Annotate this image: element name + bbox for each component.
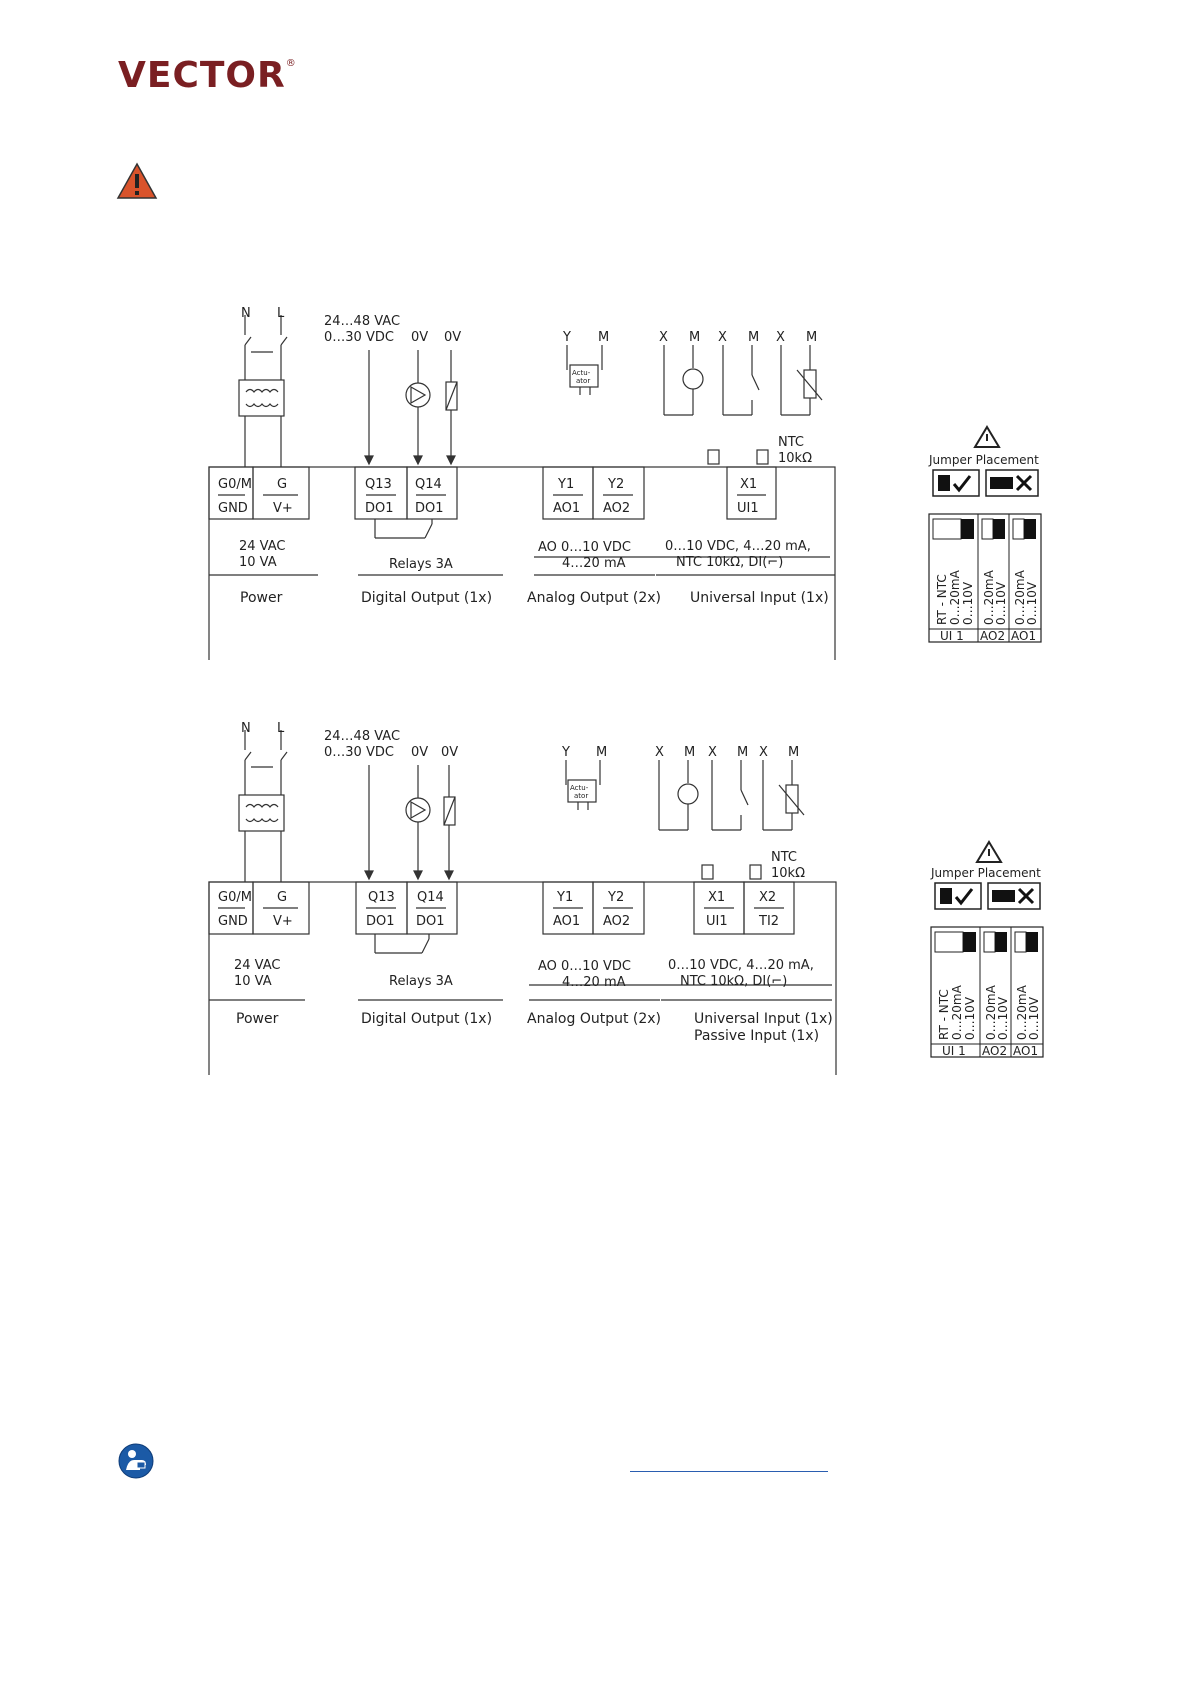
- actuator-label: Actu-: [570, 784, 589, 792]
- l-label: L: [277, 721, 285, 736]
- ao-spec-2: 4…20 mA: [562, 556, 626, 571]
- actuator-label-2: ator: [576, 377, 591, 385]
- ui-spec-1: 0…10 VDC, 4…20 mA,: [668, 958, 814, 973]
- jumper-opt: 0…10V: [961, 581, 975, 625]
- x1-label: X: [655, 745, 664, 760]
- terminal-bottom: AO1: [553, 501, 581, 516]
- terminal-top: Y2: [608, 890, 625, 905]
- power-spec-2: 10 VA: [234, 974, 272, 989]
- terminal-top: Q14: [417, 890, 444, 905]
- m3-label: M: [806, 330, 818, 345]
- jumper-opt: 0…10V: [994, 581, 1008, 625]
- ui-spec-2: NTC 10kΩ, DI(⌐): [676, 555, 784, 570]
- m2-label: M: [737, 745, 749, 760]
- jumper-opt: RT - NTC: [937, 989, 951, 1040]
- ov-label-1: 0V: [411, 330, 429, 345]
- terminal-top: G: [277, 890, 288, 905]
- ao-spec-1: AO 0…10 VDC: [538, 540, 631, 555]
- group-analog-output: Analog Output (2x): [527, 1011, 662, 1027]
- power-spec-2: 10 VA: [239, 555, 277, 570]
- ntc-value: 10kΩ: [771, 866, 806, 881]
- ui-spec-2: NTC 10kΩ, DI(⌐): [680, 974, 788, 989]
- caution-icon: [977, 842, 1001, 862]
- check-icon: [954, 476, 970, 490]
- jumper-opt: 0…10V: [1025, 581, 1039, 625]
- jumper-opt: 0…20mA: [982, 570, 996, 625]
- power-spec-1: 24 VAC: [239, 539, 286, 554]
- terminal-bottom: AO2: [603, 914, 631, 929]
- group-power: Power: [236, 1011, 279, 1027]
- terminal-top: G0/M: [218, 890, 252, 905]
- relays-spec: Relays 3A: [389, 557, 453, 572]
- transformer-symbol: [239, 795, 284, 831]
- cross-icon: [1019, 889, 1033, 903]
- group-digital-output: Digital Output (1x): [361, 1011, 493, 1027]
- group-digital-output: Digital Output (1x): [361, 590, 493, 606]
- jumper-opt: RT - NTC: [935, 574, 949, 625]
- x1-label: X: [659, 330, 668, 345]
- logo-text: VECTOR: [118, 55, 286, 96]
- m1-label: M: [689, 330, 701, 345]
- y-label: Y: [562, 745, 570, 760]
- jumper-opt: 0…10V: [963, 996, 977, 1040]
- jumper-col-label: AO2: [982, 1044, 1008, 1058]
- relays-spec: Relays 3A: [389, 974, 453, 989]
- logo-registered-mark: ®: [285, 58, 296, 69]
- x2-label: X: [718, 330, 727, 345]
- terminal-top: G0/M: [218, 477, 252, 492]
- terminal-bottom: UI1: [706, 914, 728, 929]
- jumper-col-label: AO1: [1013, 1044, 1039, 1058]
- terminal-bottom: GND: [218, 501, 248, 516]
- jumper-placement-panel: [930, 842, 1043, 1058]
- jumper-opt: 0…10V: [1027, 996, 1041, 1040]
- ao-spec-2: 4…20 mA: [562, 975, 626, 990]
- x3-label: X: [776, 330, 785, 345]
- footer-link[interactable]: [630, 1462, 828, 1472]
- supply-label-1: 24…48 VAC: [324, 314, 401, 329]
- actuator-label: Actu-: [572, 369, 591, 377]
- cross-icon: [1017, 476, 1031, 490]
- m-label: M: [598, 330, 610, 345]
- jumper-opt: 0…20mA: [948, 570, 962, 625]
- terminal-top: Q13: [365, 477, 392, 492]
- jumper-title: Jumper Placement: [931, 866, 1041, 880]
- terminal-top: Q14: [415, 477, 442, 492]
- jumper-title: Jumper Placement: [929, 453, 1039, 467]
- terminal-top: X1: [708, 890, 726, 905]
- l-label: L: [277, 306, 285, 321]
- terminal-bottom: V+: [273, 914, 293, 929]
- vector-logo: [118, 55, 296, 96]
- y-label: Y: [563, 330, 571, 345]
- supply-label-1: 24…48 VAC: [324, 729, 401, 744]
- jumper-opt: 0…20mA: [950, 985, 964, 1040]
- jumper-opt: 0…20mA: [1015, 985, 1029, 1040]
- group-passive-input: Passive Input (1x): [694, 1028, 820, 1044]
- terminal-bottom: GND: [218, 914, 248, 929]
- m3-label: M: [788, 745, 800, 760]
- ntc-value: 10kΩ: [778, 451, 813, 466]
- jumper-col-label: AO1: [1011, 629, 1037, 643]
- terminal-bottom: UI1: [737, 501, 759, 516]
- m1-label: M: [684, 745, 696, 760]
- terminal-bottom: DO1: [365, 501, 394, 516]
- terminal-top: G: [277, 477, 288, 492]
- terminal-bottom: AO2: [603, 501, 631, 516]
- terminal-bottom: DO1: [366, 914, 395, 929]
- x2-label: X: [708, 745, 717, 760]
- jumper-col-label: UI 1: [942, 1044, 966, 1058]
- jumper-placement-panel: [928, 427, 1041, 643]
- caution-icon: [975, 427, 999, 447]
- terminal-bottom: DO1: [415, 501, 444, 516]
- terminal-bottom: AO1: [553, 914, 581, 929]
- jumper-col-label: AO2: [980, 629, 1006, 643]
- terminal-top: X1: [740, 477, 758, 492]
- group-analog-output: Analog Output (2x): [527, 590, 662, 606]
- terminal-top: Y1: [557, 890, 574, 905]
- terminal-bottom: V+: [273, 501, 293, 516]
- terminal-bottom: TI2: [759, 914, 780, 929]
- m2-label: M: [748, 330, 760, 345]
- manual-reader-icon: [117, 1442, 155, 1484]
- check-icon: [956, 889, 972, 903]
- terminal-top: Y2: [608, 477, 625, 492]
- m-label: M: [596, 745, 608, 760]
- ao-spec-1: AO 0…10 VDC: [538, 959, 631, 974]
- supply-label-2: 0…30 VDC: [324, 330, 394, 345]
- group-universal-input: Universal Input (1x): [690, 590, 829, 606]
- jumper-opt: 0…20mA: [984, 985, 998, 1040]
- n-label: N: [241, 306, 251, 321]
- group-universal-input: Universal Input (1x): [694, 1011, 833, 1027]
- terminal-top: X2: [759, 890, 777, 905]
- terminal-bottom: DO1: [416, 914, 445, 929]
- jumper-col-label: UI 1: [940, 629, 964, 643]
- actuator-label-2: ator: [574, 792, 589, 800]
- supply-label-2: 0…30 VDC: [324, 745, 394, 760]
- group-power: Power: [240, 590, 283, 606]
- transformer-symbol: [239, 380, 284, 416]
- warning-triangle-icon: [116, 162, 158, 204]
- ntc-label: NTC: [778, 435, 804, 450]
- jumper-opt: 0…20mA: [1013, 570, 1027, 625]
- wiring-diagram-1: [0, 280, 1191, 660]
- link-underline: [630, 1471, 828, 1472]
- ntc-label: NTC: [771, 850, 797, 865]
- ui-spec-1: 0…10 VDC, 4…20 mA,: [665, 539, 811, 554]
- ov-label-2: 0V: [441, 745, 459, 760]
- ov-label-2: 0V: [444, 330, 462, 345]
- n-label: N: [241, 721, 251, 736]
- wiring-diagram-2: [0, 695, 1191, 1075]
- power-spec-1: 24 VAC: [234, 958, 281, 973]
- terminal-top: Y1: [558, 477, 575, 492]
- x3-label: X: [759, 745, 768, 760]
- jumper-opt: 0…10V: [996, 996, 1010, 1040]
- terminal-top: Q13: [368, 890, 395, 905]
- ov-label-1: 0V: [411, 745, 429, 760]
